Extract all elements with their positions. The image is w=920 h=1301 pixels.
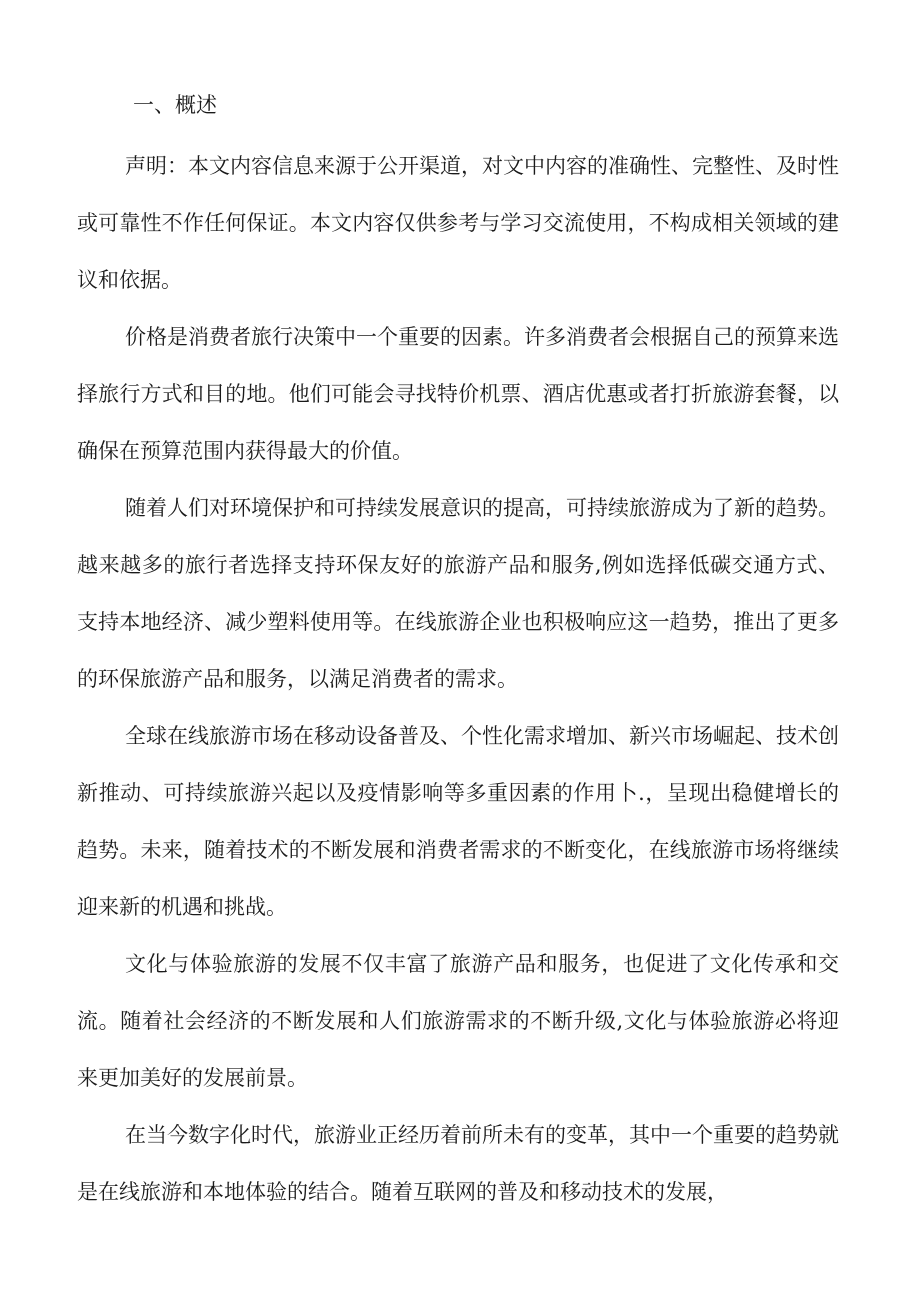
body-paragraph: 在当今数字化时代，旅游业正经历着前所未有的变革，其中一个重要的趋势就是在线旅游和本地体验的结合。随着互联网的普及和移动技术的发展， xyxy=(77,1123,839,1204)
section-heading: 一、概述 xyxy=(133,93,217,117)
body-paragraph: 全球在线旅游市场在移动设备普及、个性化需求增加、新兴市场崛起、技术创新推动、可持续旅游兴起以及疫情影响等多重因素的作用卜.，呈现出稳健增长的趋势。未来，随着技术的不断发展和消费者需求的不断变化，在线旅游市场将继续迎来新的机遇和挑战。 xyxy=(77,724,839,919)
body-paragraph: 随着人们对环境保护和可持续发展意识的提高，可持续旅游成为了新的趋势。越来越多的旅行者选择支持环保友好的旅游产品和服务,例如选择低碳交通方式、支持本地经济、减少塑料使用等。在线旅游企业也积极响应这一趋势，推出了更多的环保旅游产品和服务，以满足消费者的需求。 xyxy=(77,496,839,691)
body-paragraph: 文化与体验旅游的发展不仅丰富了旅游产品和服务，也促进了文化传承和交流。随着社会经济的不断发展和人们旅游需求的不断升级,文化与体验旅游必将迎来更加美好的发展前景。 xyxy=(77,952,839,1090)
disclaimer-paragraph: 声明：本文内容信息来源于公开渠道，对文中内容的准确性、完整性、及时性或可靠性不作任何保证。本文内容仅供参考与学习交流使用，不构成相关领域的建议和依据。 xyxy=(77,154,839,292)
body-paragraph: 价格是消费者旅行决策中一个重要的因素。许多消费者会根据自己的预算来选择旅行方式和目的地。他们可能会寻找特价机票、酒店优惠或者打折旅游套餐，以确保在预算范围内获得最大的价值。 xyxy=(77,325,839,463)
